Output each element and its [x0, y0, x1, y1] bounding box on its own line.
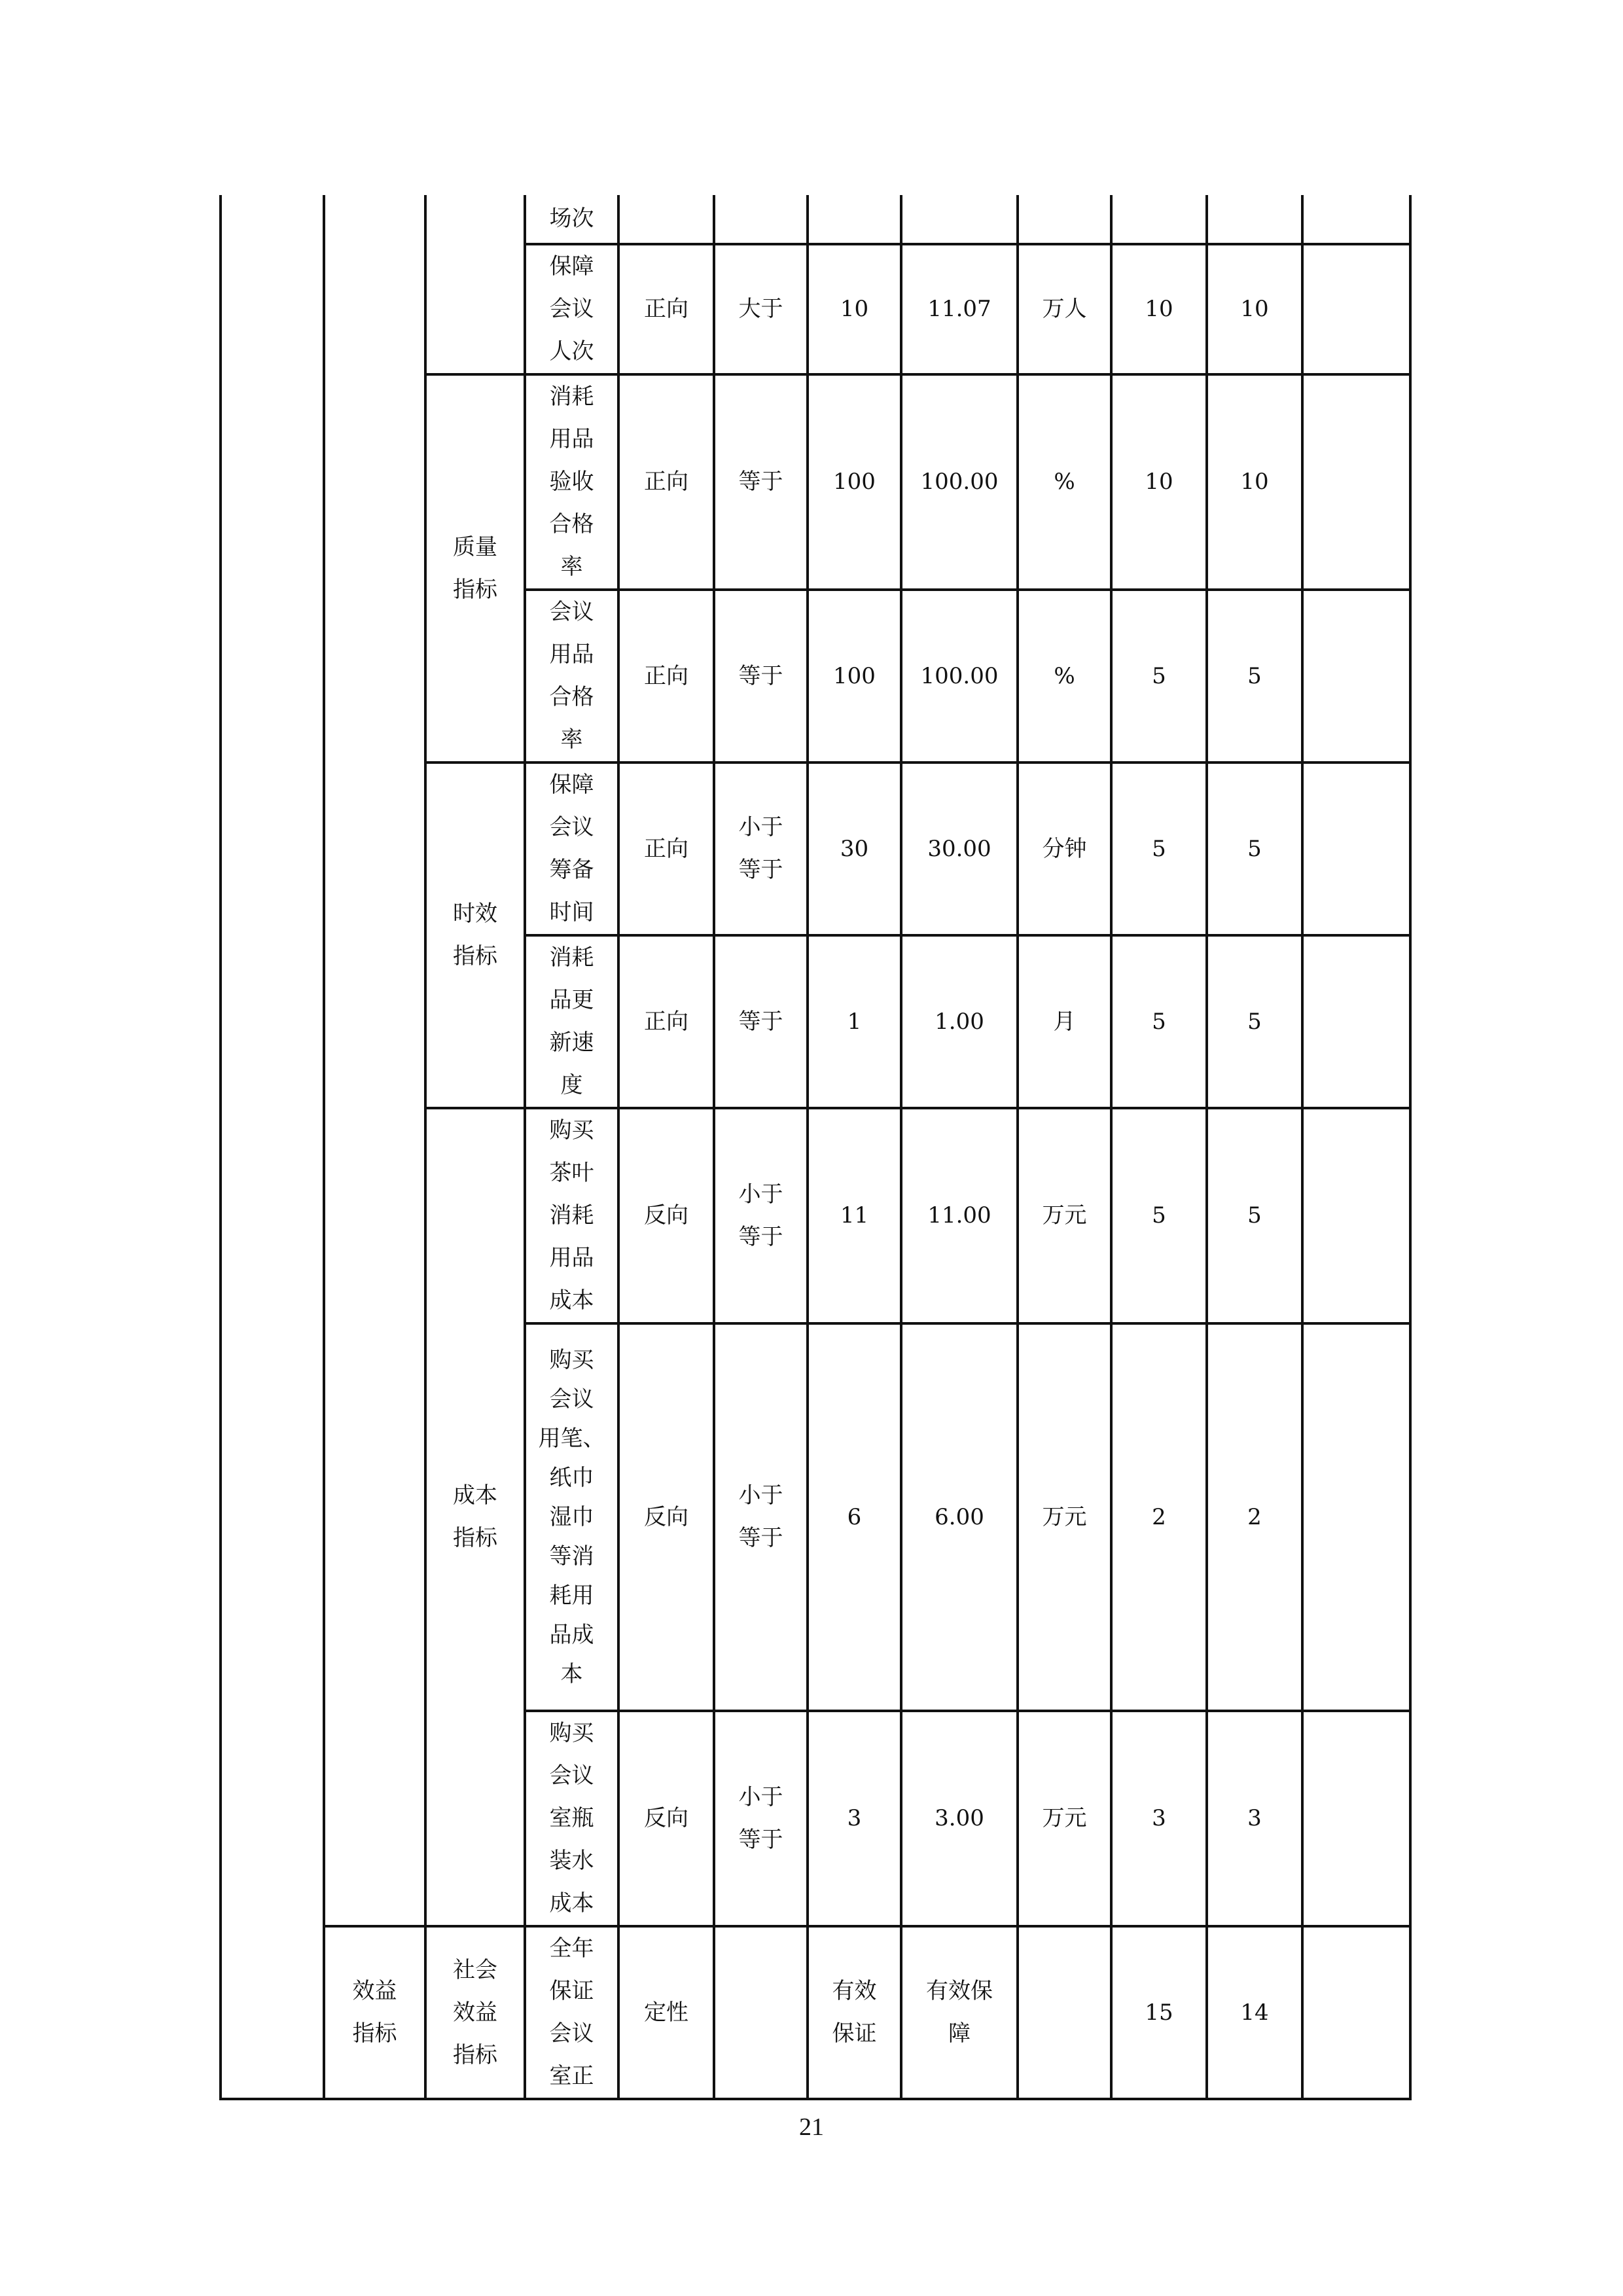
unit-cell [1018, 195, 1111, 244]
direction-cell: 反向 [618, 1711, 714, 1926]
weight-cell: 10 [1111, 374, 1207, 590]
weight-cell: 5 [1111, 590, 1207, 762]
tier1-cell [221, 195, 324, 2099]
indicator-cell: 会议 用品 合格 率 [525, 590, 618, 762]
actual-cell: 11.07 [901, 244, 1018, 374]
direction-cell: 正向 [618, 590, 714, 762]
performance-indicator-table [219, 195, 1412, 2100]
remark-cell [1302, 590, 1410, 762]
unit-cell: 月 [1018, 935, 1111, 1108]
target-cell: 100 [808, 374, 901, 590]
target-cell: 30 [808, 762, 901, 935]
tier3-cell: 成本 指标 [425, 1108, 525, 1926]
indicator-cell: 购买 会议 用笔、 纸巾 湿巾 等消 耗用 品成 本 [525, 1323, 618, 1711]
indicator-cell: 场次 [525, 195, 618, 244]
table-row-fragment [221, 195, 1410, 244]
actual-cell: 30.00 [901, 762, 1018, 935]
indicator-cell: 保障 会议 人次 [525, 244, 618, 374]
unit-cell: 万元 [1018, 1108, 1111, 1323]
weight-cell: 5 [1111, 762, 1207, 935]
actual-cell: 100.00 [901, 590, 1018, 762]
unit-cell: 万元 [1018, 1711, 1111, 1926]
target-cell: 6 [808, 1323, 901, 1711]
direction-cell: 反向 [618, 1108, 714, 1323]
target-cell: 3 [808, 1711, 901, 1926]
actual-cell: 3.00 [901, 1711, 1018, 1926]
remark-cell [1302, 374, 1410, 590]
tier3-cell: 质量 指标 [425, 374, 525, 762]
target-cell: 11 [808, 1108, 901, 1323]
score-cell: 5 [1207, 935, 1302, 1108]
direction-cell: 正向 [618, 762, 714, 935]
page-number: 21 [799, 2113, 824, 2141]
indicator-cell: 购买 茶叶 消耗 用品 成本 [525, 1108, 618, 1323]
unit-cell [1018, 1926, 1111, 2099]
score-cell: 10 [1207, 374, 1302, 590]
remark-cell [1302, 1323, 1410, 1711]
tier2-cell-output [324, 195, 425, 1926]
direction-cell: 定性 [618, 1926, 714, 2099]
direction-cell: 反向 [618, 1323, 714, 1711]
remark-cell [1302, 1926, 1410, 2099]
tier3-cell-quantity [425, 195, 525, 374]
weight-cell: 15 [1111, 1926, 1207, 2099]
target-cell: 有效 保证 [808, 1926, 901, 2099]
actual-cell: 6.00 [901, 1323, 1018, 1711]
indicator-cell: 购买 会议 室瓶 装水 成本 [525, 1711, 618, 1926]
score-cell: 14 [1207, 1926, 1302, 2099]
remark-cell [1302, 935, 1410, 1108]
score-cell: 5 [1207, 1108, 1302, 1323]
compare-cell: 等于 [714, 590, 808, 762]
compare-cell: 小于 等于 [714, 762, 808, 935]
compare-cell: 大于 [714, 244, 808, 374]
direction-cell [618, 195, 714, 244]
weight-cell: 5 [1111, 1108, 1207, 1323]
actual-cell: 1.00 [901, 935, 1018, 1108]
tier3-cell: 社会 效益 指标 [425, 1926, 525, 2099]
compare-cell: 等于 [714, 935, 808, 1108]
score-cell: 3 [1207, 1711, 1302, 1926]
weight-cell: 3 [1111, 1711, 1207, 1926]
compare-cell: 小于 等于 [714, 1108, 808, 1323]
compare-cell: 小于 等于 [714, 1323, 808, 1711]
unit-cell: % [1018, 374, 1111, 590]
target-cell: 100 [808, 590, 901, 762]
target-cell: 10 [808, 244, 901, 374]
direction-cell: 正向 [618, 935, 714, 1108]
compare-cell: 等于 [714, 374, 808, 590]
actual-cell [901, 195, 1018, 244]
unit-cell: % [1018, 590, 1111, 762]
indicator-cell: 全年 保证 会议 室正 [525, 1926, 618, 2099]
weight-cell: 5 [1111, 935, 1207, 1108]
table-row [221, 1926, 1410, 2099]
target-cell: 1 [808, 935, 901, 1108]
weight-cell [1111, 195, 1207, 244]
score-cell: 10 [1207, 244, 1302, 374]
compare-cell [714, 195, 808, 244]
remark-cell [1302, 244, 1410, 374]
remark-cell [1302, 1108, 1410, 1323]
indicator-cell: 保障 会议 筹备 时间 [525, 762, 618, 935]
direction-cell: 正向 [618, 374, 714, 590]
direction-cell: 正向 [618, 244, 714, 374]
unit-cell: 万元 [1018, 1323, 1111, 1711]
compare-cell: 小于 等于 [714, 1711, 808, 1926]
indicator-cell: 消耗 用品 验收 合格 率 [525, 374, 618, 590]
tier2-cell: 效益 指标 [324, 1926, 425, 2099]
weight-cell: 2 [1111, 1323, 1207, 1711]
unit-cell: 分钟 [1018, 762, 1111, 935]
actual-cell: 有效保 障 [901, 1926, 1018, 2099]
actual-cell: 11.00 [901, 1108, 1018, 1323]
remark-cell [1302, 195, 1410, 244]
actual-cell: 100.00 [901, 374, 1018, 590]
score-cell: 5 [1207, 762, 1302, 935]
remark-cell [1302, 762, 1410, 935]
tier3-cell: 时效 指标 [425, 762, 525, 1108]
indicator-cell: 消耗 品更 新速 度 [525, 935, 618, 1108]
unit-cell: 万人 [1018, 244, 1111, 374]
remark-cell [1302, 1711, 1410, 1926]
score-cell: 5 [1207, 590, 1302, 762]
score-cell: 2 [1207, 1323, 1302, 1711]
score-cell [1207, 195, 1302, 244]
weight-cell: 10 [1111, 244, 1207, 374]
target-cell [808, 195, 901, 244]
compare-cell [714, 1926, 808, 2099]
